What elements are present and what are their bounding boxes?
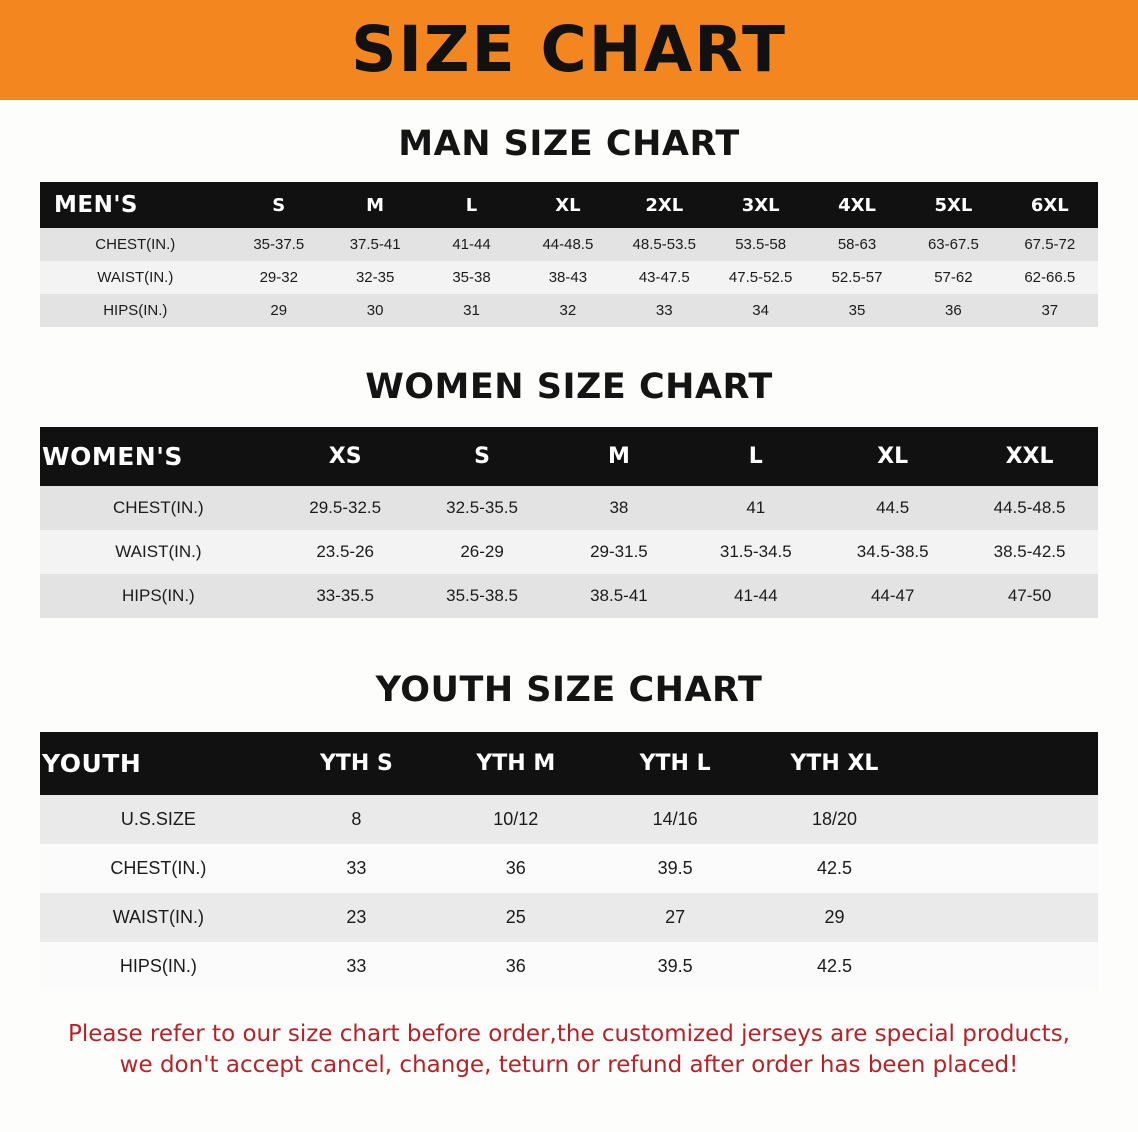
table-row [40,294,1098,327]
table-cell: 10/12 [436,795,595,844]
table-cell: 38 [551,486,688,530]
table-cell: 30 [327,294,423,327]
table-cell: 32.5-35.5 [414,486,551,530]
man-table-wrapper [40,182,1098,327]
youth-size-table [40,732,1098,991]
table-cell: 26-29 [414,530,551,574]
table-cell: 58-63 [809,228,905,261]
youth-row-label-1: CHEST(IN.) [40,844,277,893]
table-cell: 33 [277,942,436,991]
table-cell: 41 [687,486,824,530]
table-cell: 31.5-34.5 [687,530,824,574]
man-size-col-6: 4XL [809,182,905,228]
table-cell: 36 [905,294,1001,327]
table-cell: 33 [616,294,712,327]
youth-header-label: YOUTH [40,732,277,795]
table-cell: 44-47 [824,574,961,618]
women-table-wrapper [40,427,1098,618]
youth-section-heading: YOUTH SIZE CHART [375,670,763,710]
disclaimer-line-1: Please refer to our size chart before order,the customized jerseys are special products, [67,1021,1070,1047]
table-cell: 36 [436,844,595,893]
women-size-col-2: M [551,427,688,486]
table-row [40,942,1098,991]
page-title: SIZE CHART [351,12,787,86]
table-cell: 41-44 [423,228,519,261]
youth-size-col-2: YTH L [595,732,754,795]
table-cell: 35-38 [423,261,519,294]
women-size-col-3: L [687,427,824,486]
table-cell: 67.5-72 [1002,228,1098,261]
table-row [40,893,1098,942]
table-cell: 43-47.5 [616,261,712,294]
table-cell-spacer [914,844,1098,893]
table-header-row [40,732,1098,795]
table-header-row [40,182,1098,228]
table-cell: 33 [277,844,436,893]
women-size-table [40,427,1098,618]
table-cell: 37 [1002,294,1098,327]
man-section-heading: MAN SIZE CHART [398,124,740,164]
table-cell: 44.5-48.5 [961,486,1098,530]
youth-table-body [40,795,1098,991]
table-cell: 39.5 [595,844,754,893]
table-row [40,530,1098,574]
table-cell: 34.5-38.5 [824,530,961,574]
table-cell: 27 [595,893,754,942]
disclaimer-line-2: we don't accept cancel, change, teturn or refund after order has been placed! [119,1052,1019,1079]
man-size-col-5: 3XL [712,182,808,228]
table-cell: 32 [520,294,616,327]
table-cell: 23 [277,893,436,942]
table-cell-spacer [914,942,1098,991]
women-row-label-1: WAIST(IN.) [40,530,277,574]
disclaimer-note [36,1019,1102,1081]
man-table-body [40,228,1098,327]
youth-size-col-spacer [914,732,1098,795]
man-row-label-0: CHEST(IN.) [40,228,231,261]
table-cell: 37.5-41 [327,228,423,261]
table-cell-spacer [914,795,1098,844]
man-row-label-2: HIPS(IN.) [40,294,231,327]
table-cell: 35.5-38.5 [414,574,551,618]
man-size-col-1: M [327,182,423,228]
table-cell: 63-67.5 [905,228,1001,261]
table-cell: 29-31.5 [551,530,688,574]
table-cell: 47-50 [961,574,1098,618]
man-size-col-0: S [231,182,327,228]
table-row [40,261,1098,294]
table-cell: 44.5 [824,486,961,530]
table-row [40,574,1098,618]
table-cell: 42.5 [755,942,914,991]
women-row-label-2: HIPS(IN.) [40,574,277,618]
man-header-label: MEN'S [40,182,231,228]
table-cell: 35-37.5 [231,228,327,261]
table-cell: 41-44 [687,574,824,618]
table-cell: 33-35.5 [277,574,414,618]
table-cell: 34 [712,294,808,327]
table-cell: 25 [436,893,595,942]
man-row-label-1: WAIST(IN.) [40,261,231,294]
table-cell: 29.5-32.5 [277,486,414,530]
table-cell: 39.5 [595,942,754,991]
table-cell: 23.5-26 [277,530,414,574]
table-cell-spacer [914,893,1098,942]
table-cell: 38-43 [520,261,616,294]
table-header-row [40,427,1098,486]
table-cell: 35 [809,294,905,327]
women-row-label-0: CHEST(IN.) [40,486,277,530]
table-cell: 53.5-58 [712,228,808,261]
table-cell: 38.5-42.5 [961,530,1098,574]
table-row [40,795,1098,844]
table-row [40,844,1098,893]
youth-row-label-3: HIPS(IN.) [40,942,277,991]
youth-size-col-0: YTH S [277,732,436,795]
table-cell: 57-62 [905,261,1001,294]
man-table-head [40,182,1098,228]
table-row [40,228,1098,261]
table-cell: 36 [436,942,595,991]
table-cell: 42.5 [755,844,914,893]
man-size-col-3: XL [520,182,616,228]
table-cell: 32-35 [327,261,423,294]
table-cell: 62-66.5 [1002,261,1098,294]
table-cell: 29 [231,294,327,327]
youth-table-head [40,732,1098,795]
women-size-col-1: S [414,427,551,486]
table-cell: 29-32 [231,261,327,294]
man-size-table [40,182,1098,327]
women-table-body [40,486,1098,618]
table-cell: 48.5-53.5 [616,228,712,261]
man-size-col-8: 6XL [1002,182,1098,228]
table-cell: 8 [277,795,436,844]
youth-table-wrapper [40,732,1098,991]
table-cell: 44-48.5 [520,228,616,261]
table-cell: 29 [755,893,914,942]
table-cell: 52.5-57 [809,261,905,294]
women-section-heading: WOMEN SIZE CHART [365,367,773,407]
women-size-col-5: XXL [961,427,1098,486]
youth-row-label-0: U.S.SIZE [40,795,277,844]
man-size-col-4: 2XL [616,182,712,228]
table-cell: 14/16 [595,795,754,844]
youth-row-label-2: WAIST(IN.) [40,893,277,942]
women-table-head [40,427,1098,486]
table-row [40,486,1098,530]
youth-size-col-3: YTH XL [755,732,914,795]
table-cell: 38.5-41 [551,574,688,618]
women-size-col-4: XL [824,427,961,486]
women-header-label: WOMEN'S [40,427,277,486]
table-cell: 31 [423,294,519,327]
man-size-col-7: 5XL [905,182,1001,228]
women-size-col-0: XS [277,427,414,486]
table-cell: 18/20 [755,795,914,844]
man-size-col-2: L [423,182,519,228]
youth-size-col-1: YTH M [436,732,595,795]
table-cell: 47.5-52.5 [712,261,808,294]
header-banner [0,0,1138,100]
